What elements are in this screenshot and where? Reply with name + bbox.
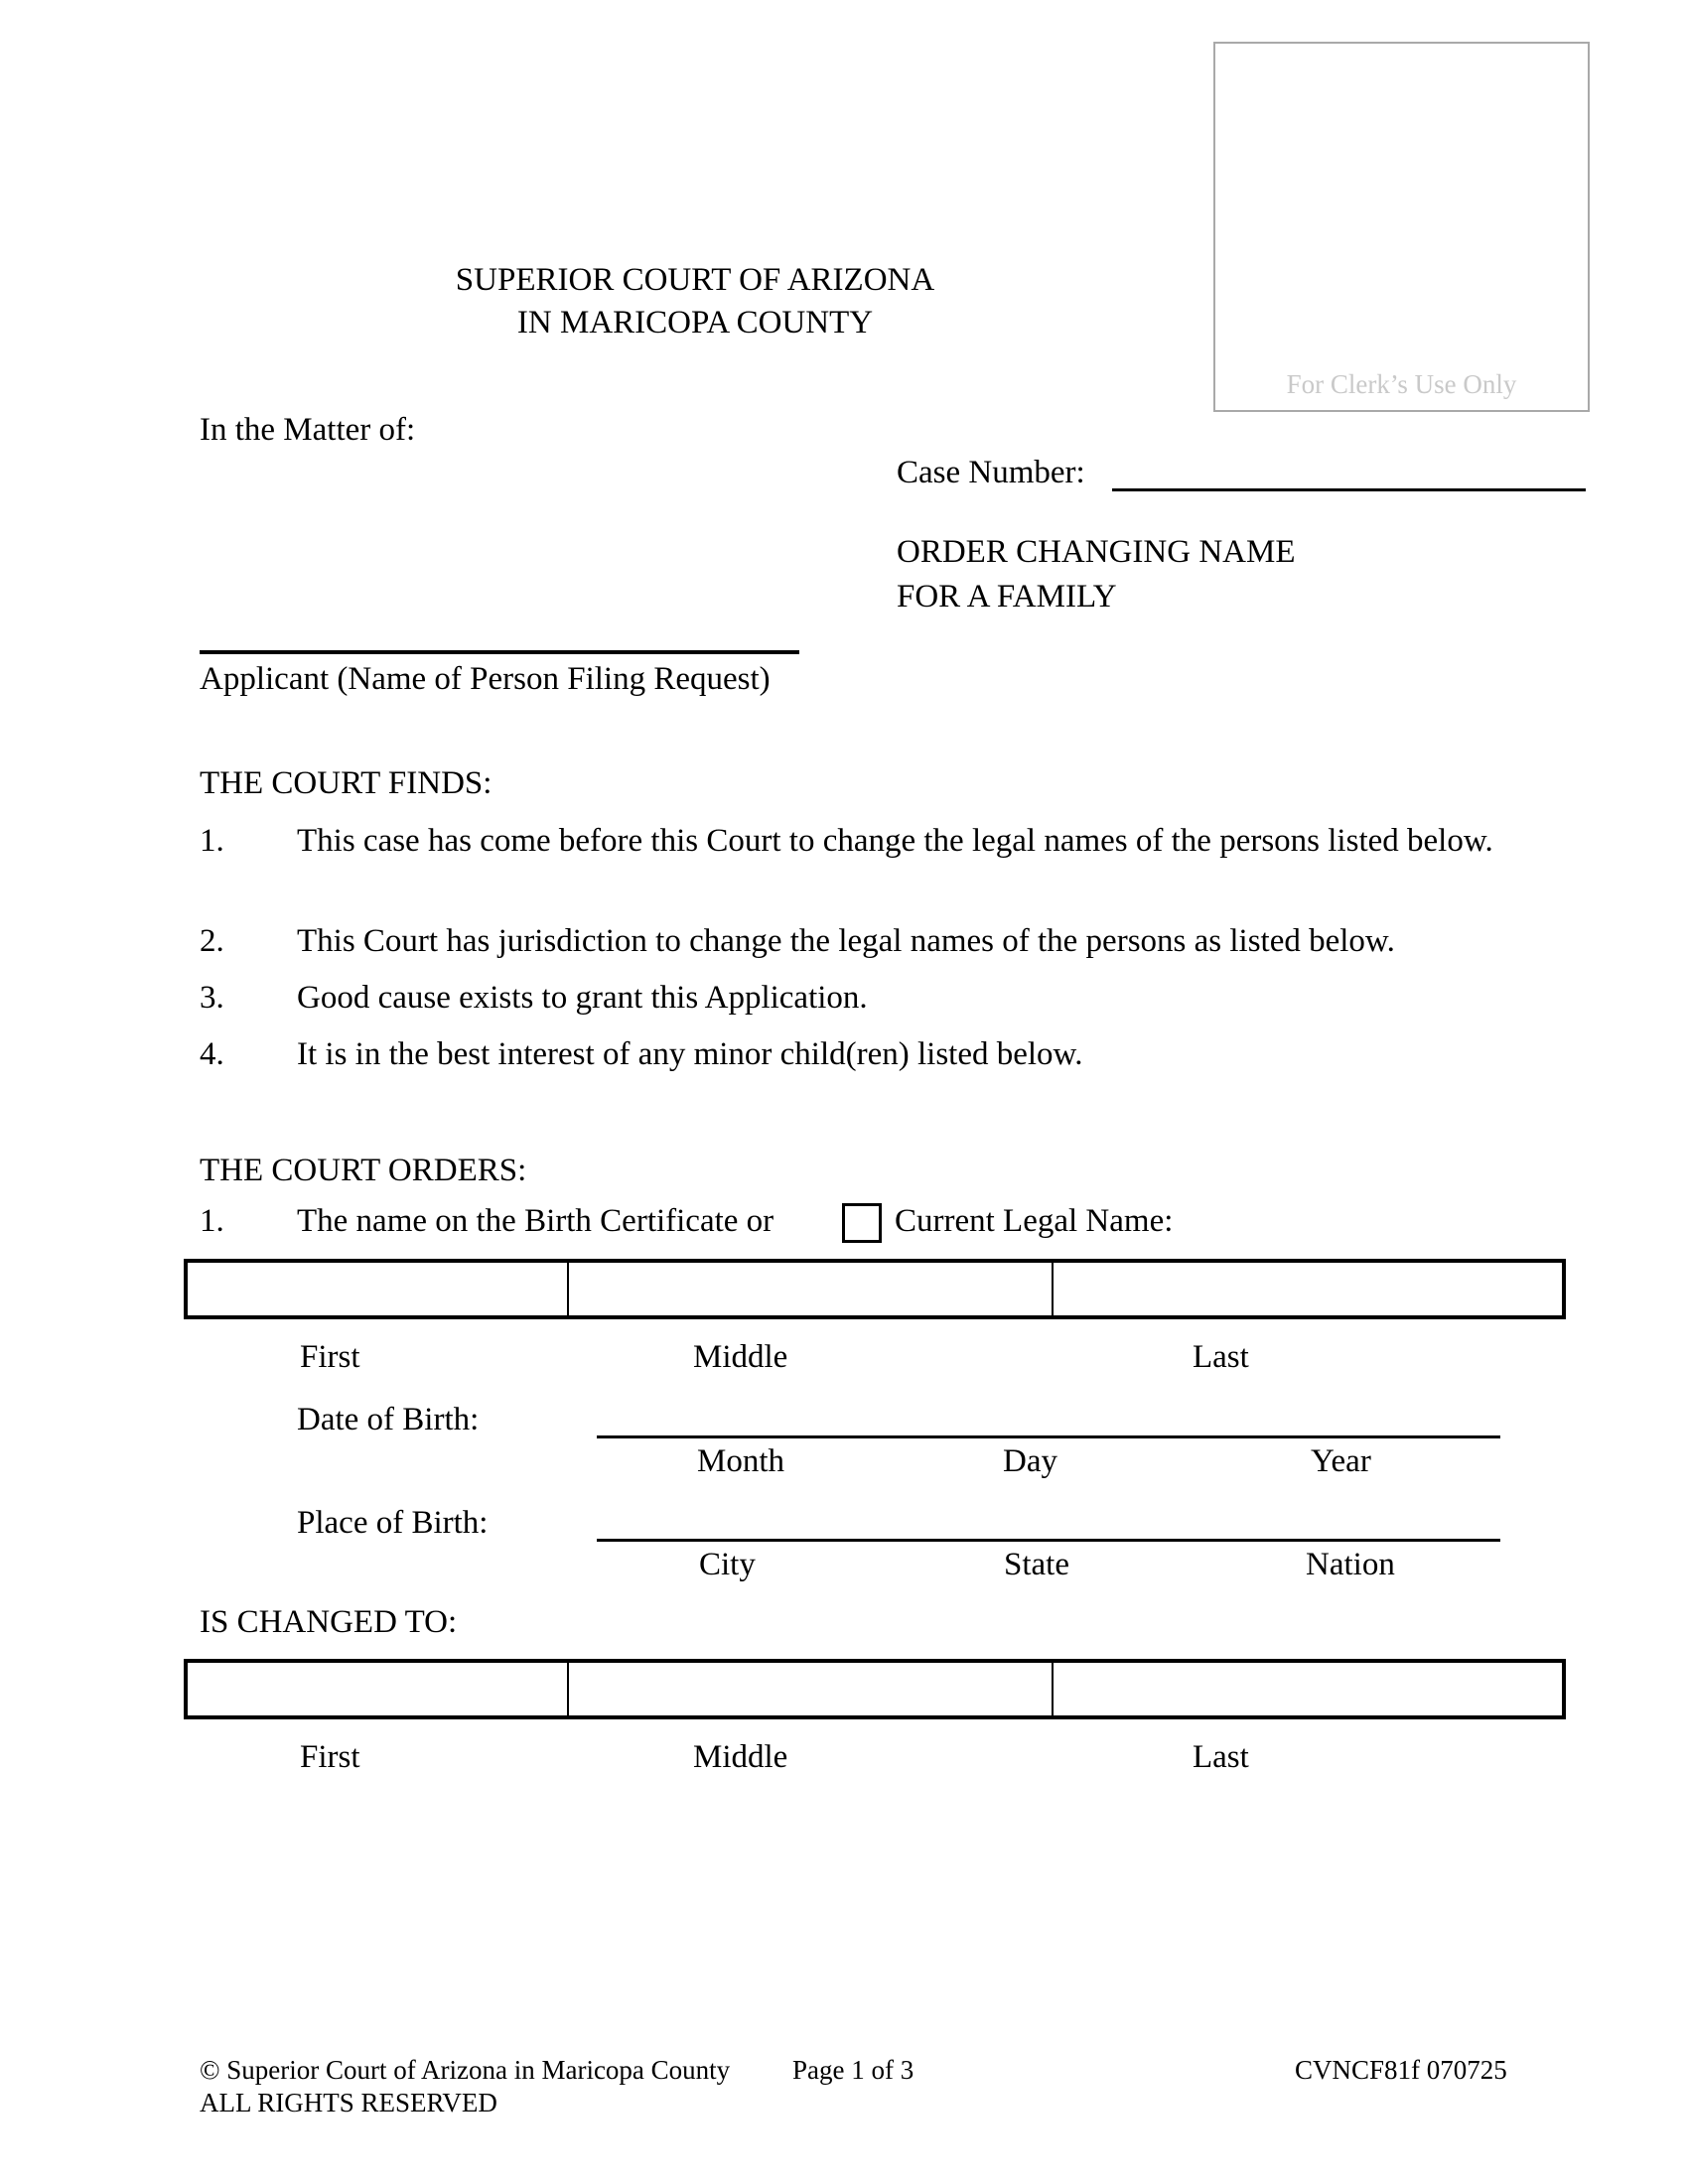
new-name-last-label: Last	[1193, 1739, 1249, 1775]
order-title-line2: FOR A FAMILY	[897, 579, 1117, 614]
court-finds-item-1-number: 1.	[200, 823, 224, 859]
court-finds-item-2-number: 2.	[200, 923, 224, 959]
current-name-table	[184, 1259, 1566, 1319]
court-finds-item-3	[200, 977, 1550, 1020]
pob-nation-label: Nation	[1306, 1547, 1395, 1582]
order-title-line1: ORDER CHANGING NAME	[897, 534, 1296, 570]
court-title	[199, 259, 1192, 344]
current-legal-name-checkbox[interactable]	[842, 1203, 882, 1243]
footer-rights-line: ALL RIGHTS RESERVED	[200, 2088, 497, 2117]
pob-city-label: City	[699, 1547, 756, 1582]
footer-copyright-block	[200, 2054, 730, 2119]
dob-day-label: Day	[1003, 1443, 1057, 1479]
clerk-use-only-box	[1213, 42, 1590, 412]
clerk-use-only-label: For Clerk’s Use Only	[1286, 369, 1517, 399]
dob-year-label: Year	[1311, 1443, 1371, 1479]
new-name-table	[184, 1659, 1566, 1719]
court-finds-item-4	[200, 1033, 1550, 1076]
court-finds-item-1-text: This case has come before this Court to change the legal names of the persons listed below.	[297, 823, 1493, 859]
applicant-caption: Applicant (Name of Person Filing Request)	[200, 661, 771, 697]
applicant-name-blank-line[interactable]	[200, 650, 799, 654]
in-the-matter-of-label: In the Matter of:	[200, 412, 416, 448]
new-name-middle-cell[interactable]	[569, 1663, 1054, 1715]
court-title-line2: IN MARICOPA COUNTY	[516, 305, 874, 341]
date-of-birth-blank-line[interactable]	[597, 1435, 1500, 1438]
court-finds-item-4-number: 4.	[200, 1036, 224, 1072]
place-of-birth-blank-line[interactable]	[597, 1539, 1500, 1542]
current-name-middle-label: Middle	[693, 1339, 788, 1375]
court-orders-item-1-text-after: Current Legal Name:	[895, 1203, 1174, 1239]
court-finds-item-4-text: It is in the best interest of any minor child(ren) listed below.	[297, 1036, 1083, 1072]
court-title-line1: SUPERIOR COURT OF ARIZONA	[455, 262, 935, 298]
new-name-middle-label: Middle	[693, 1739, 788, 1775]
current-name-first-label: First	[300, 1339, 360, 1375]
current-name-first-cell[interactable]	[188, 1263, 569, 1315]
new-name-first-label: First	[300, 1739, 360, 1775]
court-finds-item-3-number: 3.	[200, 980, 224, 1016]
case-number-blank-line[interactable]	[1112, 488, 1586, 491]
place-of-birth-label: Place of Birth:	[297, 1505, 489, 1541]
new-name-first-cell[interactable]	[188, 1663, 569, 1715]
footer-form-code: CVNCF81f 070725	[1295, 2055, 1507, 2085]
court-finds-item-2	[200, 920, 1550, 963]
court-orders-heading: THE COURT ORDERS:	[200, 1153, 527, 1188]
footer-copyright-line: © Superior Court of Arizona in Maricopa County	[200, 2055, 731, 2085]
date-of-birth-label: Date of Birth:	[297, 1402, 480, 1437]
court-finds-item-3-text: Good cause exists to grant this Application.	[297, 980, 868, 1016]
court-orders-item-1-number: 1.	[200, 1203, 224, 1239]
court-finds-item-2-text: This Court has jurisdiction to change the legal names of the persons as listed below.	[297, 923, 1395, 959]
court-finds-item-1	[200, 820, 1550, 863]
footer-page-number: Page 1 of 3	[792, 2055, 914, 2085]
pob-state-label: State	[1004, 1547, 1069, 1582]
court-orders-item-1-text-before: The name on the Birth Certificate or	[297, 1203, 774, 1239]
court-finds-heading: THE COURT FINDS:	[200, 765, 492, 801]
current-name-middle-cell[interactable]	[569, 1263, 1054, 1315]
dob-month-label: Month	[697, 1443, 785, 1479]
current-name-last-label: Last	[1193, 1339, 1249, 1375]
new-name-last-cell[interactable]	[1054, 1663, 1562, 1715]
current-name-last-cell[interactable]	[1054, 1263, 1562, 1315]
case-number-label: Case Number:	[897, 455, 1085, 490]
is-changed-to-heading: IS CHANGED TO:	[200, 1604, 458, 1640]
